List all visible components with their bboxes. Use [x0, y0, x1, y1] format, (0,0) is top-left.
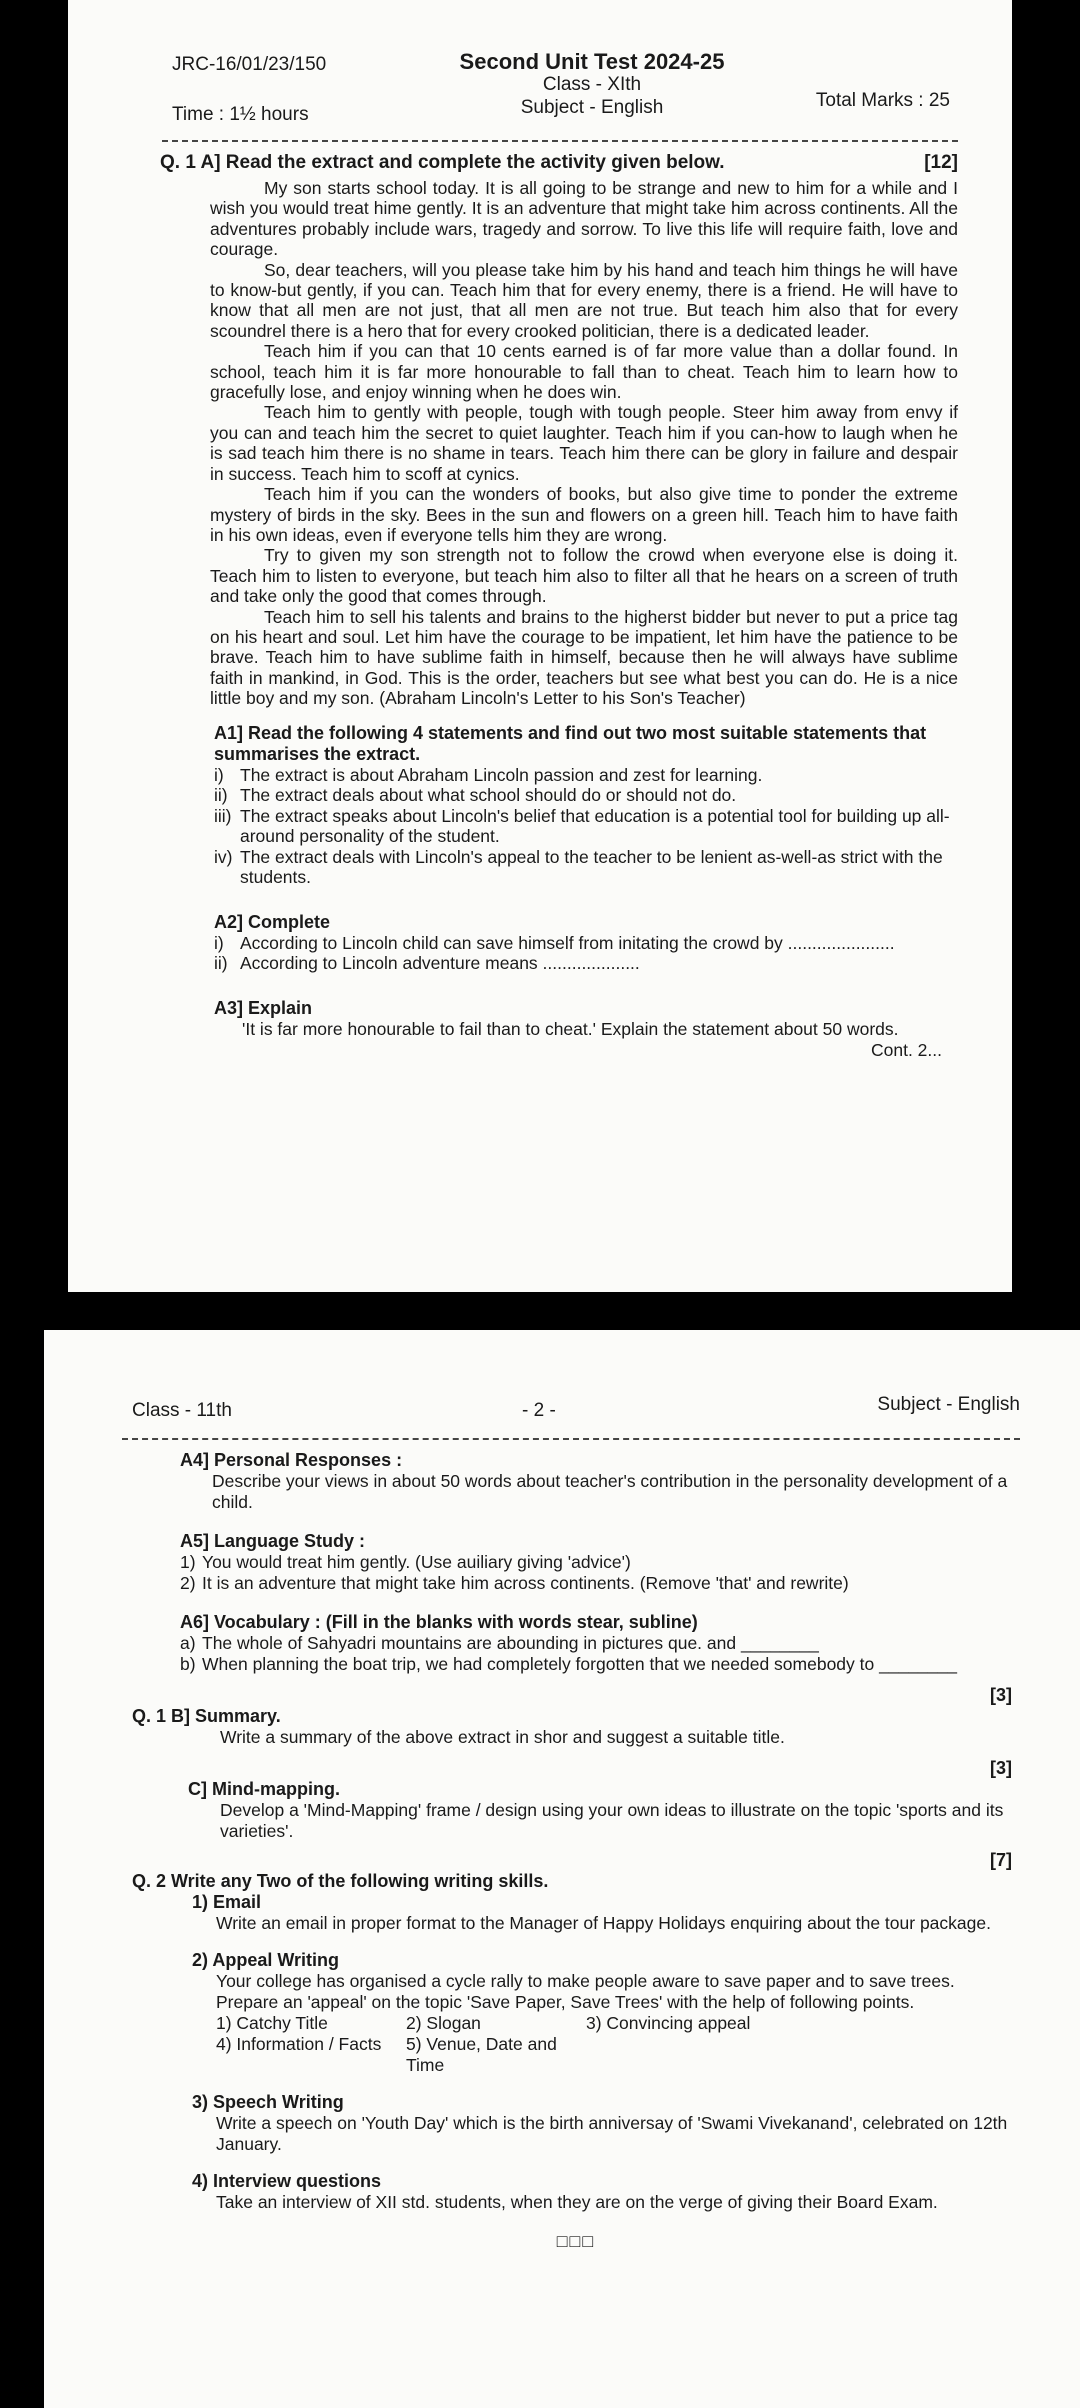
- extract-paragraph: Teach him to gently with people, tough with tough people. Steer him away from envy if you can and teach him the secret to quiet laughter. Teach him if you can-how to laugh when he is sad teach him there is no shame in tears. Teach him there can be glory in failure and despair in success. Teach him to scoff at cynics.: [210, 402, 958, 484]
- item-number: i): [214, 932, 224, 953]
- a4-title: A4] Personal Responses :: [180, 1450, 403, 1470]
- document-ref: JRC-16/01/23/150: [172, 54, 327, 75]
- list-item: [214, 806, 958, 847]
- header-divider: [162, 140, 958, 142]
- a6-list: [180, 1633, 1020, 1675]
- list-item: [180, 1552, 1020, 1573]
- a3-title: A3] Explain: [214, 997, 313, 1018]
- q1c-marks: [3]: [990, 1758, 1012, 1778]
- extract-paragraph: So, dear teachers, will you please take him by his hand and teach him things he will have to know-but gently, if you can. Teach him that for every enemy, there is a friend. He will have to know that all men are not just, that all men are not true. But teach him also that for every scoundrel there is a hero that for every crooked politician, there is a dedicated leader.: [210, 259, 958, 341]
- item-text: The extract is about Abraham Lincoln passion and zest for learning.: [240, 764, 763, 785]
- question-1a-label: Q. 1 A] Read the extract and complete the activity given below.: [160, 152, 725, 173]
- item-number: ii): [214, 785, 228, 806]
- page-one-header: [172, 49, 958, 132]
- extract-paragraph: Teach him to sell his talents and brains to the higherst bidder but never to put a price tag on his heart and soul. Let him have the courage to be impatient, let him have the patience to be brave. Teach him to have sublime faith in himself, because then he will always have sublime faith in mankind, in God. This is the order, teachers but see what best you can do. He is a nice little boy and my son. (Abraham Lincoln's Letter to his Son's Teacher): [210, 606, 958, 709]
- skill-text: Write an email in proper format to the Manager of Happy Holidays enquiring about the tour package.: [216, 1913, 991, 1933]
- question-1a-marks: [12]: [924, 152, 958, 173]
- point-item: 3) Convincing appeal: [586, 2013, 751, 2033]
- exam-title: Second Unit Test 2024-25: [459, 49, 725, 74]
- q2-title: Q. 2 Write any Two of the following writing skills.: [132, 1871, 549, 1891]
- q1b-text: Write a summary of the above extract in shor and suggest a suitable title.: [220, 1727, 785, 1747]
- list-item: [180, 1573, 1020, 1594]
- skill-text: Write a speech on 'Youth Day' which is the birth anniversay of 'Swami Vivekanand', celebrated on 12th January.: [216, 2113, 1008, 2154]
- a3-text: 'It is far more honourable to fail than to cheat.' Explain the statement about 50 words.: [242, 1018, 899, 1039]
- q1c-text: Develop a 'Mind-Mapping' frame / design using your own ideas to illustrate on the topic 'sports and its varieties'.: [220, 1800, 1004, 1841]
- a5-list: [180, 1552, 1020, 1594]
- item-text: The extract deals about what school should do or should not do.: [240, 785, 737, 806]
- skill-text: Your college has organised a cycle rally to make people aware to save paper and to save trees.: [216, 1971, 955, 1991]
- page-one: [68, 0, 1012, 1292]
- a1-title: A1] Read the following 4 statements and find out two most suitable statements that summarises the extract.: [214, 722, 927, 764]
- page-two: [44, 1330, 1080, 2408]
- skill-text: Prepare an 'appeal' on the topic 'Save Paper, Save Trees' with the help of following points.: [216, 1992, 915, 2012]
- class-label: Class - 11th: [132, 1400, 232, 1421]
- a2-title: A2] Complete: [214, 911, 331, 932]
- item-text: The extract deals with Lincoln's appeal to the teacher to be lenient as-well-as strict with the students.: [240, 846, 943, 888]
- skill-text: Take an interview of XII std. students, when they are on the verge of giving their Board Exam.: [216, 2192, 938, 2212]
- time-label: Time : 1½ hours: [172, 104, 309, 125]
- item-text: You would treat him gently. (Use auiliary giving 'advice'): [202, 1552, 631, 1572]
- total-marks: Total Marks : 25: [815, 90, 950, 111]
- q1b-marks: [3]: [990, 1685, 1012, 1705]
- item-number: iv): [214, 846, 233, 867]
- item-number: i): [214, 764, 224, 785]
- point-item: 1) Catchy Title: [216, 2013, 328, 2033]
- exam-title-block: [452, 50, 732, 119]
- subject-label: Subject - English: [520, 97, 664, 118]
- item-text: According to Lincoln adventure means ....................: [240, 953, 640, 974]
- skill-title: 3) Speech Writing: [192, 2092, 344, 2112]
- extract-passage: [210, 178, 958, 709]
- continued-label: Cont. 2...: [870, 1039, 942, 1060]
- item-number: 2): [180, 1573, 196, 1593]
- skill-title: 4) Interview questions: [192, 2171, 382, 2191]
- extract-paragraph: Teach him if you can the wonders of books, but also give time to ponder the extreme mystery of birds in the sky. Bees in the sun and flowers on a green hill. Teach him to have faith in his own ideas, even if everyone tells him they are wrong.: [210, 484, 958, 545]
- skill-title: 1) Email: [192, 1892, 262, 1912]
- item-text: It is an adventure that might take him across continents. (Remove 'that' and rewrite): [202, 1573, 849, 1593]
- a2-list: [214, 933, 958, 974]
- item-text: When planning the boat trip, we had completely forgotten that we needed somebody to ________: [202, 1654, 957, 1674]
- q1b-title: Q. 1 B] Summary.: [132, 1706, 281, 1726]
- a4-text: Describe your views in about 50 words about teacher's contribution in the personality development of a child.: [212, 1471, 1008, 1512]
- list-item: [214, 933, 958, 954]
- extract-paragraph: My son starts school today. It is all going to be strange and new to him for a while and I wish you would treat hime gently. It is an adventure that might take him across continents. All the adventures probably include wars, tragedy and sorrow. To live this life will require faith, love and courage.: [210, 178, 958, 260]
- a1-list: [214, 765, 958, 888]
- point-item: 2) Slogan: [406, 2013, 481, 2033]
- point-item: 5) Venue, Date and Time: [406, 2034, 557, 2075]
- item-number: ii): [214, 953, 228, 974]
- item-text: According to Lincoln child can save himself from initating the crowd by ......................: [240, 932, 895, 953]
- end-of-paper-mark: □□□: [556, 2231, 596, 2251]
- page-two-header: [132, 1394, 1020, 1436]
- a6-title: A6] Vocabulary : (Fill in the blanks with words stear, subline): [180, 1612, 698, 1632]
- extract-paragraph: Teach him if you can that 10 cents earned is of far more value than a dollar found. In school, teach him it is far more honourable to fall than to cheat. Teach him to learn how to gracefully lose, and enjoy winning when he does win.: [210, 341, 958, 403]
- list-item: [180, 1654, 1020, 1675]
- list-item: [214, 765, 958, 786]
- skill-title: 2) Appeal Writing: [192, 1950, 340, 1970]
- list-item: [214, 847, 958, 888]
- appeal-points: [216, 2013, 1020, 2076]
- item-number: 1): [180, 1552, 196, 1572]
- list-item: [180, 1633, 1020, 1654]
- question-1a-heading: [160, 152, 958, 174]
- page-number: - 2 -: [522, 1400, 556, 1421]
- item-text: The whole of Sahyadri mountains are abounding in pictures que. and ________: [202, 1633, 819, 1653]
- item-number: a): [180, 1633, 196, 1653]
- q2-marks: [7]: [990, 1850, 1012, 1870]
- subject-label: Subject - English: [877, 1394, 1020, 1415]
- q1c-title: C] Mind-mapping.: [188, 1779, 340, 1799]
- list-item: [214, 953, 958, 974]
- header-divider: [122, 1438, 1020, 1440]
- item-number: b): [180, 1654, 196, 1674]
- point-item: 4) Information / Facts: [216, 2034, 382, 2054]
- extract-paragraph: Try to given my son strength not to follow the crowd when everyone else is doing it. Teach him to listen to everyone, but teach him also to filter all that he hears on a screen of truth and take only the good that comes through.: [210, 545, 958, 607]
- item-text: The extract speaks about Lincoln's belief that education is a potential tool for building up all-around personality of the student.: [240, 805, 950, 847]
- list-item: [214, 785, 958, 806]
- a5-title: A5] Language Study :: [180, 1531, 366, 1551]
- class-label: Class - XIth: [542, 74, 642, 95]
- item-number: iii): [214, 805, 232, 826]
